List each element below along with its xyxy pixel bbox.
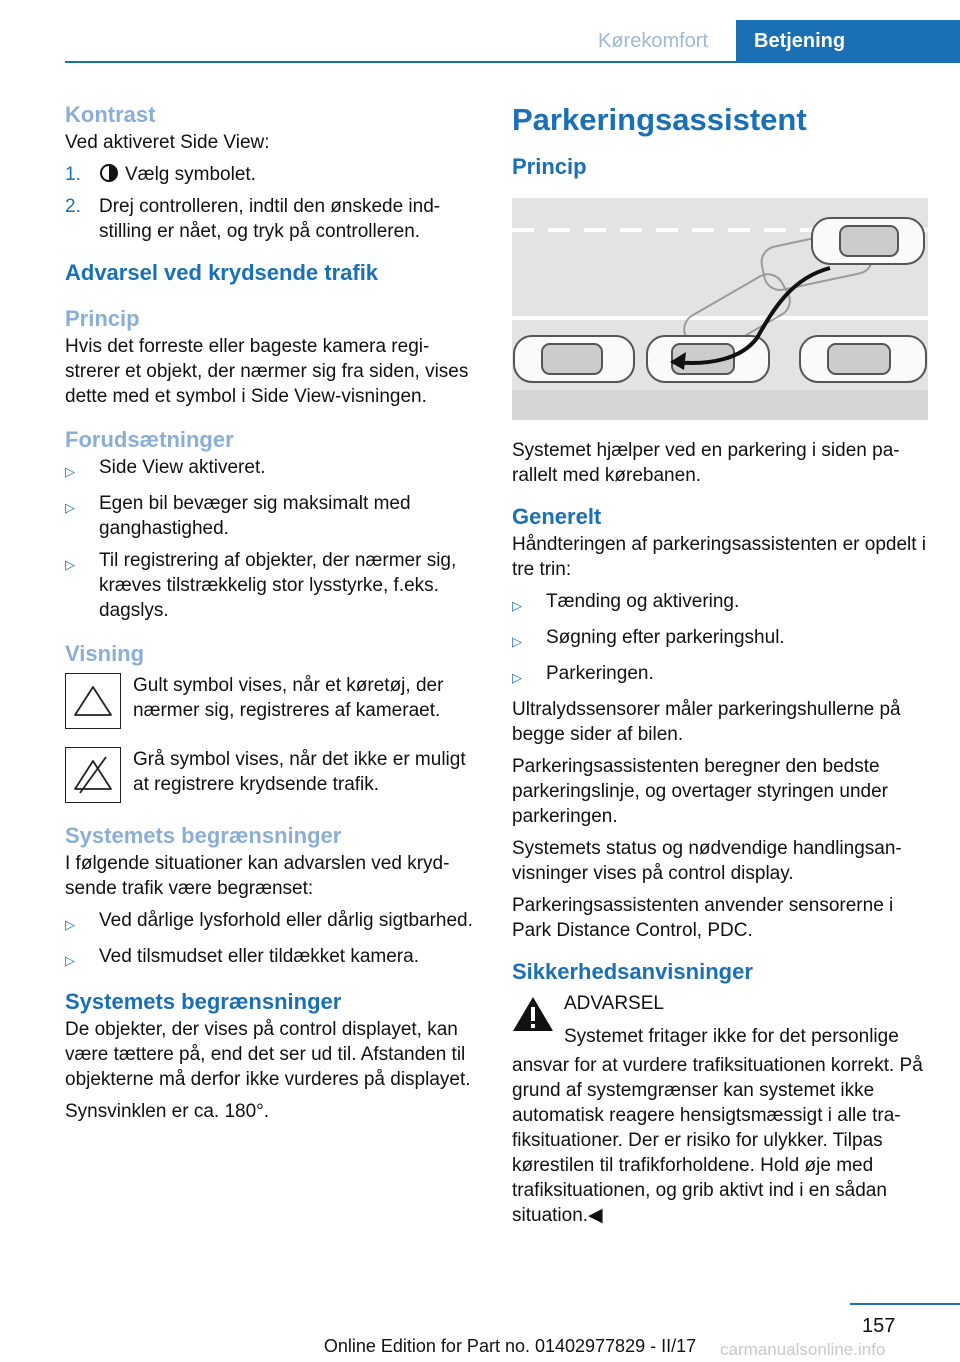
- paragraph: Ultralydssensorer måler parkeringshullerne på begge sider af bilen.: [512, 699, 901, 745]
- list-item: ▷ Til registrering af objekter, der nærmer sig, kræves tilstrækkelig stor lysstyrke, f.eks. dagslys.: [65, 550, 457, 621]
- begraensninger-text: De objekter, der vises på control displayet, kan være tættere på, end det ser ud til. Afstanden til objekterne må derfor ikke vurderes på displayet.: [65, 1019, 471, 1090]
- list-item: ▷ Søgning efter parkeringshul.: [512, 625, 928, 654]
- princip-text-left: Hvis det forreste eller bageste kamera registrerer et objekt, der nærmer sig fra siden, vises dette med et symbol i Side View-visningen.: [65, 336, 469, 407]
- list-item: ▷ Egen bil bevæger sig maksimalt med ganghastighed.: [65, 493, 411, 539]
- crossed-warning-triangle-icon: [65, 747, 121, 803]
- parked-car-left: [514, 336, 634, 382]
- triangle-bullet-icon: ▷: [512, 634, 522, 649]
- kontrast-intro: Ved aktiveret Side View:: [65, 132, 270, 153]
- forudsaetninger-heading: Forudsætninger: [65, 427, 234, 452]
- list-item: [65, 194, 477, 244]
- kontrast-steps: [65, 162, 477, 244]
- visning-heading: Visning: [65, 641, 145, 666]
- step-number: 2.: [65, 196, 81, 217]
- list-item: ▷ Ved tilsmudset eller tildækket kamera.: [65, 944, 477, 973]
- illustration-caption: Systemet hjælper ved en parkering i siden parallelt med kørebanen.: [512, 440, 900, 486]
- kontrast-heading: Kontrast: [65, 102, 156, 127]
- generelt-intro: Håndteringen af parkeringsassistenten er opdelt i tre trin:: [512, 534, 927, 580]
- left-column: [65, 100, 477, 1131]
- right-column: [512, 100, 928, 1235]
- header-rule: [65, 61, 960, 63]
- sikkerhed-heading: Sikkerhedsanvisninger: [512, 959, 753, 984]
- list-item: ▷ Tænding og aktivering.: [512, 589, 928, 618]
- moving-car: [812, 218, 924, 264]
- parking-illustration: [512, 198, 928, 420]
- list-item: [65, 162, 477, 187]
- triangle-bullet-icon: ▷: [65, 557, 75, 572]
- warning-icon: [512, 995, 554, 1033]
- triangle-bullet-icon: ▷: [512, 670, 522, 685]
- generelt-heading: Generelt: [512, 504, 602, 529]
- step-text: Vælg symbolet.: [125, 164, 256, 185]
- triangle-bullet-icon: ▷: [65, 500, 75, 515]
- list-item: ▷ Parkeringen.: [512, 661, 928, 690]
- list-item: ▷ Side View aktiveret.: [65, 455, 477, 484]
- triangle-bullet-icon: ▷: [65, 917, 75, 932]
- triangle-bullet-icon: ▷: [65, 953, 75, 968]
- parked-car-right: [800, 336, 926, 382]
- header-chapter-label: Betjening: [736, 20, 960, 62]
- yellow-symbol-text: Gult symbol vises, når et køretøj, der nærmer sig, registreres af kameraet.: [133, 675, 444, 721]
- warning-triangle-icon: [65, 673, 121, 729]
- warning-text: ansvar for at vurdere trafiksituationen korrekt. På grund af systemgrænser kan systemet ikke automatisk reagere hensigtsmæssigt i alle trafiksituationer. Der er risiko for ulykker. Tilpas kørestilen til trafikforholdene. Hold øje med trafiksituationen, og grib aktivt ind i en sådan situation.◀: [512, 1055, 923, 1226]
- page-title: Parkeringsassistent: [512, 102, 807, 137]
- grey-symbol-text: Grå symbol vises, når det ikke er muligt at registrere krydsende trafik.: [133, 749, 466, 795]
- cross-traffic-heading: Advarsel ved krydsende trafik: [65, 260, 379, 285]
- list-item: ▷ Ved dårlige lysforhold eller dårlig sigtbarhed.: [65, 908, 477, 937]
- header-section-label: Kørekomfort: [580, 20, 726, 62]
- watermark: carmanualsonline.info: [720, 1340, 886, 1359]
- warning-label: ADVARSEL: [564, 993, 664, 1014]
- paragraph: Parkeringsassistenten beregner den bedste parkeringslinje, og overtager styringen under parkeringen.: [512, 756, 888, 827]
- princip-heading-left: Princip: [65, 306, 140, 331]
- contrast-icon: [99, 163, 119, 183]
- triangle-bullet-icon: ▷: [512, 598, 522, 613]
- paragraph: Parkeringsassistenten anvender sensorerne i Park Distance Control, PDC.: [512, 895, 894, 941]
- begraensninger-heading-2: Systemets begrænsninger: [65, 989, 342, 1014]
- begraensninger-intro: I følgende situationer kan advarslen ved krydsende trafik være begrænset:: [65, 853, 450, 899]
- triangle-bullet-icon: ▷: [65, 464, 75, 479]
- forudsaetninger-list: [65, 455, 477, 623]
- step-text: Drej controlleren, indtil den ønskede indstilling er nået, og tryk på controlleren.: [99, 196, 441, 242]
- begraensninger-list: [65, 908, 477, 973]
- synsvinkel-text: Synsvinklen er ca. 180°.: [65, 1101, 270, 1122]
- grey-symbol-row: [65, 747, 477, 803]
- paragraph: Systemets status og nødvendige handlingsanvisninger vises på control display.: [512, 838, 902, 884]
- princip-heading-right: Princip: [512, 154, 587, 179]
- warning-block: [512, 991, 928, 1049]
- edition-text: Online Edition for Part no. 01402977829 - II/17: [323, 1336, 697, 1356]
- warning-first-line: Systemet fritager ikke for det personlige: [564, 1026, 899, 1047]
- footer-rule: [850, 1303, 960, 1305]
- step-number: 1.: [65, 164, 81, 185]
- yellow-symbol-row: [65, 673, 477, 729]
- begraensninger-heading-1: Systemets begrænsninger: [65, 823, 342, 848]
- page-number: 157: [862, 1315, 896, 1337]
- generelt-list: [512, 589, 928, 690]
